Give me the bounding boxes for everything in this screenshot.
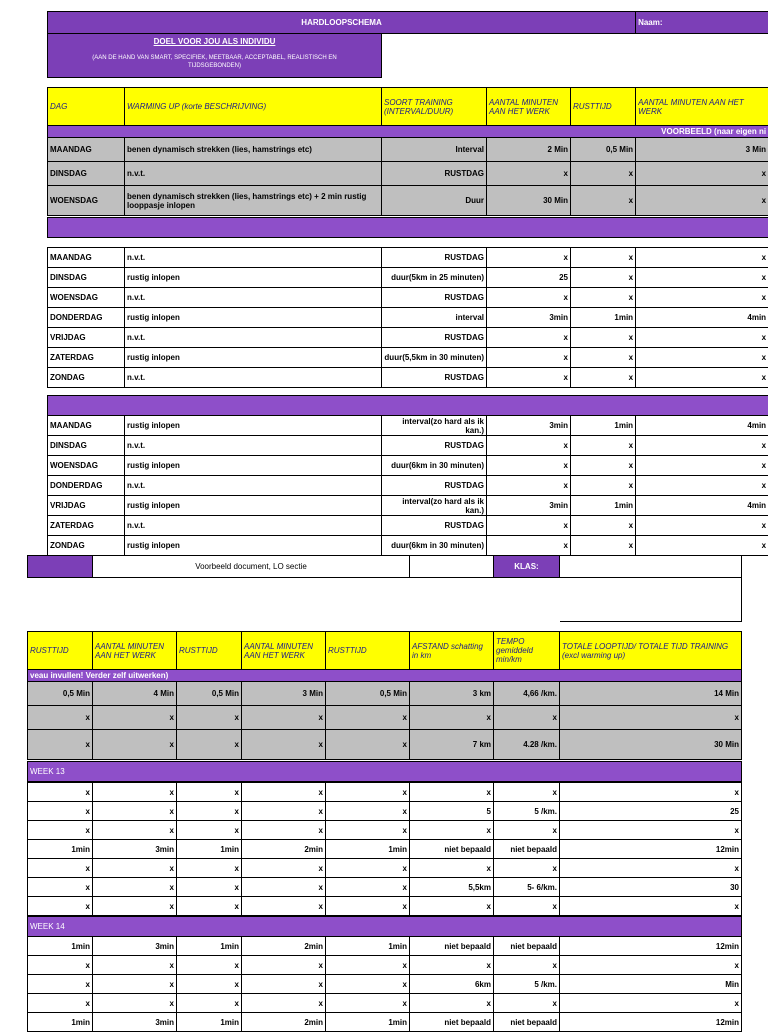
work-minutes-cell[interactable]: x — [93, 730, 177, 760]
work-minutes-cell[interactable]: x — [242, 730, 326, 760]
rest-cell[interactable]: 1min — [177, 1013, 242, 1032]
work-minutes-cell[interactable]: x — [636, 288, 768, 308]
day-cell[interactable]: DINSDAG — [48, 268, 125, 288]
rest-cell[interactable]: x — [28, 730, 93, 760]
work-minutes-cell[interactable]: 3min — [93, 937, 177, 956]
rest-cell[interactable]: 0,5 Min — [28, 682, 93, 706]
table-row — [48, 536, 768, 556]
work-minutes-cell[interactable]: 3min — [487, 308, 571, 328]
warmup-cell[interactable]: benen dynamisch strekken (lies, hamstrings etc) — [125, 138, 382, 162]
rest-cell[interactable]: x — [177, 956, 242, 975]
table-row — [48, 268, 768, 288]
training-type-cell[interactable]: RUSTDAG — [382, 288, 487, 308]
column-header: AANTAL MINUTEN AAN HET WERK — [242, 632, 326, 670]
table-row — [28, 821, 742, 840]
table-row — [28, 1013, 742, 1032]
training-type-cell[interactable]: RUSTDAG — [382, 162, 487, 186]
work-minutes-cell[interactable]: x — [93, 859, 177, 878]
work-minutes-cell[interactable]: x — [487, 162, 571, 186]
work-minutes-cell[interactable]: x — [93, 994, 177, 1013]
work-minutes-cell[interactable]: x — [242, 956, 326, 975]
tempo-cell[interactable]: 4.28 /km. — [494, 730, 560, 760]
rest-cell[interactable]: x — [28, 802, 93, 821]
distance-cell[interactable]: x — [410, 821, 494, 840]
table-row — [28, 730, 742, 760]
rest-cell[interactable]: x — [326, 878, 410, 897]
work-minutes-cell[interactable]: x — [487, 436, 571, 456]
distance-cell[interactable]: x — [410, 859, 494, 878]
work-minutes-cell[interactable]: x — [242, 975, 326, 994]
total-time-cell[interactable]: x — [560, 956, 742, 975]
distance-cell[interactable]: 5,5km — [410, 878, 494, 897]
tempo-cell[interactable]: x — [494, 859, 560, 878]
rest-cell[interactable]: x — [28, 956, 93, 975]
total-time-cell[interactable]: x — [560, 821, 742, 840]
example-label-continued: veau invullen! Verder zelf uitwerken) — [28, 670, 742, 682]
distance-cell[interactable]: x — [410, 706, 494, 730]
work-minutes-cell[interactable]: 2min — [242, 840, 326, 859]
table-row — [28, 859, 742, 878]
work-minutes-cell[interactable]: x — [636, 268, 768, 288]
tempo-cell[interactable]: 4,66 /km. — [494, 682, 560, 706]
warmup-cell[interactable]: rustig inlopen — [125, 416, 382, 436]
rest-cell[interactable]: x — [326, 730, 410, 760]
rest-cell[interactable]: x — [177, 859, 242, 878]
work-minutes-cell[interactable]: x — [242, 859, 326, 878]
rest-cell[interactable]: x — [571, 456, 636, 476]
work-minutes-cell[interactable]: x — [93, 897, 177, 916]
warmup-cell[interactable]: rustig inlopen — [125, 496, 382, 516]
tempo-cell[interactable]: x — [494, 956, 560, 975]
total-time-cell[interactable]: x — [560, 897, 742, 916]
work-minutes-cell[interactable]: x — [487, 516, 571, 536]
training-type-cell[interactable]: duur(6km in 30 minuten) — [382, 536, 487, 556]
rest-cell[interactable]: x — [177, 994, 242, 1013]
rest-cell[interactable]: 1min — [326, 1013, 410, 1032]
table-row — [48, 436, 768, 456]
rest-cell[interactable]: 1min — [571, 496, 636, 516]
work-minutes-cell[interactable]: 4min — [636, 416, 768, 436]
column-header: TEMPO gemiddeld min/km — [494, 632, 560, 670]
column-header: WARMING UP (korte BESCHRIJVING) — [125, 88, 382, 126]
work-minutes-cell[interactable]: x — [636, 456, 768, 476]
tempo-cell[interactable]: niet bepaald — [494, 1013, 560, 1032]
work-minutes-cell[interactable]: 3min — [487, 416, 571, 436]
tempo-cell[interactable]: x — [494, 897, 560, 916]
work-minutes-cell[interactable]: x — [487, 476, 571, 496]
day-cell[interactable]: WOENSDAG — [48, 456, 125, 476]
rest-cell[interactable]: x — [571, 536, 636, 556]
rest-cell[interactable]: x — [326, 897, 410, 916]
distance-cell[interactable]: niet bepaald — [410, 1013, 494, 1032]
rest-cell[interactable]: x — [28, 897, 93, 916]
warmup-cell[interactable]: n.v.t. — [125, 436, 382, 456]
total-time-cell[interactable]: 12min — [560, 840, 742, 859]
rest-cell[interactable]: x — [571, 328, 636, 348]
rest-cell[interactable]: x — [571, 476, 636, 496]
rest-cell[interactable]: x — [326, 706, 410, 730]
total-time-cell[interactable]: 30 — [560, 878, 742, 897]
work-minutes-cell[interactable]: 4min — [636, 308, 768, 328]
warmup-cell[interactable]: n.v.t. — [125, 288, 382, 308]
warmup-cell[interactable]: n.v.t. — [125, 162, 382, 186]
day-cell[interactable]: WOENSDAG — [48, 288, 125, 308]
work-minutes-cell[interactable]: 2min — [242, 937, 326, 956]
table-row — [48, 456, 768, 476]
top-table — [47, 11, 768, 556]
rest-cell[interactable]: x — [326, 821, 410, 840]
goal-cell — [48, 34, 382, 78]
work-minutes-cell[interactable]: x — [636, 476, 768, 496]
day-cell[interactable]: DINSDAG — [48, 436, 125, 456]
distance-cell[interactable]: 3 km — [410, 682, 494, 706]
work-minutes-cell[interactable]: x — [93, 821, 177, 840]
work-minutes-cell[interactable]: x — [242, 897, 326, 916]
rest-cell[interactable]: 1min — [177, 840, 242, 859]
rest-cell[interactable]: x — [571, 162, 636, 186]
rest-cell[interactable]: 1min — [571, 308, 636, 328]
column-header: RUSTTIJD — [571, 88, 636, 126]
work-minutes-cell[interactable]: x — [487, 328, 571, 348]
rest-cell[interactable]: 1min — [571, 416, 636, 436]
example-label: VOORBEELD (naar eigen ni — [48, 126, 768, 138]
work-minutes-cell[interactable]: x — [487, 248, 571, 268]
rest-cell[interactable]: x — [28, 821, 93, 840]
day-cell[interactable]: ZONDAG — [48, 536, 125, 556]
total-time-cell[interactable]: x — [560, 994, 742, 1013]
training-type-cell[interactable]: Interval — [382, 138, 487, 162]
rest-cell[interactable]: x — [571, 516, 636, 536]
total-time-cell[interactable]: 12min — [560, 1013, 742, 1032]
day-cell[interactable]: MAANDAG — [48, 248, 125, 268]
rest-cell[interactable]: 1min — [28, 840, 93, 859]
table-row — [48, 186, 768, 216]
table-row — [48, 308, 768, 328]
work-minutes-cell[interactable]: x — [636, 348, 768, 368]
tempo-cell[interactable]: x — [494, 821, 560, 840]
column-header: DAG — [48, 88, 125, 126]
day-cell[interactable]: DONDERDAG — [48, 308, 125, 328]
work-minutes-cell[interactable]: 2 Min — [487, 138, 571, 162]
rest-cell[interactable]: x — [177, 821, 242, 840]
table-row — [28, 937, 742, 956]
column-header: AANTAL MINUTEN AAN HET WERK — [487, 88, 571, 126]
work-minutes-cell[interactable]: x — [93, 706, 177, 730]
day-cell[interactable]: DONDERDAG — [48, 476, 125, 496]
tempo-cell[interactable]: niet bepaald — [494, 840, 560, 859]
rest-cell[interactable]: x — [177, 802, 242, 821]
doc-title: Voorbeeld document, LO sectie — [93, 556, 410, 578]
work-minutes-cell[interactable]: x — [636, 186, 768, 216]
table-row — [48, 368, 768, 388]
training-type-cell[interactable]: RUSTDAG — [382, 248, 487, 268]
distance-cell[interactable]: niet bepaald — [410, 840, 494, 859]
goal-subtitle: (AAN DE HAND VAN SMART, SPECIFIEK, MEETBAAR, ACCEPTABEL, REALISTISCH EN TIJDSGEBONDEN) — [50, 54, 379, 70]
tempo-cell[interactable]: x — [494, 994, 560, 1013]
table-row — [48, 138, 768, 162]
rest-cell[interactable]: x — [177, 730, 242, 760]
total-time-cell[interactable]: 25 — [560, 802, 742, 821]
training-type-cell[interactable]: RUSTDAG — [382, 476, 487, 496]
rest-cell[interactable]: 1min — [28, 937, 93, 956]
sheet-title: HARDLOOPSCHEMA — [48, 12, 636, 34]
table-row — [28, 878, 742, 897]
rest-cell[interactable]: x — [571, 186, 636, 216]
table-row — [28, 706, 742, 730]
training-type-cell[interactable]: interval(zo hard als ik kan.) — [382, 416, 487, 436]
total-time-cell[interactable]: 30 Min — [560, 730, 742, 760]
warmup-cell[interactable]: benen dynamisch strekken (lies, hamstrings etc) + 2 min rustig looppasje inlopen — [125, 186, 382, 216]
work-minutes-cell[interactable]: 3min — [93, 1013, 177, 1032]
rest-cell[interactable]: x — [571, 368, 636, 388]
work-minutes-cell[interactable]: 30 Min — [487, 186, 571, 216]
rest-cell[interactable]: x — [28, 706, 93, 730]
rest-cell[interactable]: 1min — [326, 937, 410, 956]
tempo-cell[interactable]: 5 /km. — [494, 975, 560, 994]
warmup-cell[interactable]: n.v.t. — [125, 368, 382, 388]
day-cell[interactable]: DINSDAG — [48, 162, 125, 186]
rest-cell[interactable]: x — [28, 878, 93, 897]
work-minutes-cell[interactable]: 3 Min — [242, 682, 326, 706]
distance-cell[interactable]: 7 km — [410, 730, 494, 760]
rest-cell[interactable]: x — [571, 268, 636, 288]
rest-cell[interactable]: x — [326, 956, 410, 975]
tempo-cell[interactable]: x — [494, 706, 560, 730]
work-minutes-cell[interactable]: 4 Min — [93, 682, 177, 706]
rest-cell[interactable]: x — [326, 859, 410, 878]
day-cell[interactable]: WOENSDAG — [48, 186, 125, 216]
work-minutes-cell[interactable]: x — [242, 783, 326, 802]
day-cell[interactable]: MAANDAG — [48, 416, 125, 436]
rest-cell[interactable]: x — [326, 975, 410, 994]
work-minutes-cell[interactable]: x — [242, 994, 326, 1013]
day-cell[interactable]: VRIJDAG — [48, 496, 125, 516]
rest-cell[interactable]: x — [177, 706, 242, 730]
work-minutes-cell[interactable]: x — [93, 802, 177, 821]
total-time-cell[interactable]: x — [560, 783, 742, 802]
warmup-cell[interactable]: rustig inlopen — [125, 536, 382, 556]
work-minutes-cell[interactable]: 4min — [636, 496, 768, 516]
column-header: AANTAL MINUTEN AAN HET WERK — [636, 88, 768, 126]
table-row — [48, 248, 768, 268]
work-minutes-cell[interactable]: x — [636, 536, 768, 556]
rest-cell[interactable]: x — [177, 975, 242, 994]
bottom-sheet — [27, 555, 742, 1032]
top-sheet — [47, 11, 768, 556]
rest-cell[interactable]: x — [571, 288, 636, 308]
warmup-cell[interactable]: n.v.t. — [125, 328, 382, 348]
table-row — [48, 496, 768, 516]
rest-cell[interactable]: x — [28, 975, 93, 994]
rest-cell[interactable]: 1min — [28, 1013, 93, 1032]
day-cell[interactable]: VRIJDAG — [48, 328, 125, 348]
work-minutes-cell[interactable]: x — [636, 248, 768, 268]
day-cell[interactable]: ZATERDAG — [48, 516, 125, 536]
work-minutes-cell[interactable]: x — [242, 802, 326, 821]
total-time-cell[interactable]: Min — [560, 975, 742, 994]
klas-label: KLAS: — [494, 556, 560, 578]
training-type-cell[interactable]: duur(5,5km in 30 minuten) — [382, 348, 487, 368]
training-type-cell[interactable]: RUSTDAG — [382, 516, 487, 536]
table-row — [28, 956, 742, 975]
work-minutes-cell[interactable]: x — [242, 706, 326, 730]
work-minutes-cell[interactable]: x — [242, 821, 326, 840]
work-minutes-cell[interactable]: x — [636, 516, 768, 536]
rest-cell[interactable]: 1min — [177, 937, 242, 956]
day-cell[interactable]: ZONDAG — [48, 368, 125, 388]
work-minutes-cell[interactable]: 2min — [242, 1013, 326, 1032]
distance-cell[interactable]: 6km — [410, 975, 494, 994]
training-type-cell[interactable]: RUSTDAG — [382, 368, 487, 388]
distance-cell[interactable]: niet bepaald — [410, 937, 494, 956]
week-13-label: WEEK 13 — [28, 762, 742, 782]
tempo-cell[interactable]: 5- 6/km. — [494, 878, 560, 897]
work-minutes-cell[interactable]: x — [93, 783, 177, 802]
training-type-cell[interactable]: interval — [382, 308, 487, 328]
rest-cell[interactable]: x — [326, 802, 410, 821]
work-minutes-cell[interactable]: x — [93, 956, 177, 975]
column-header: AANTAL MINUTEN AAN HET WERK — [93, 632, 177, 670]
distance-cell[interactable]: x — [410, 994, 494, 1013]
table-row — [48, 516, 768, 536]
rest-cell[interactable]: x — [177, 897, 242, 916]
work-minutes-cell[interactable]: x — [487, 536, 571, 556]
rest-cell[interactable]: x — [326, 783, 410, 802]
training-type-cell[interactable]: RUSTDAG — [382, 328, 487, 348]
table-row — [28, 783, 742, 802]
name-label: Naam: — [636, 12, 768, 34]
work-minutes-cell[interactable]: x — [487, 348, 571, 368]
day-cell[interactable]: ZATERDAG — [48, 348, 125, 368]
work-minutes-cell[interactable]: 25 — [487, 268, 571, 288]
tempo-cell[interactable]: niet bepaald — [494, 937, 560, 956]
training-type-cell[interactable]: duur(5km in 25 minuten) — [382, 268, 487, 288]
work-minutes-cell[interactable]: x — [636, 436, 768, 456]
training-type-cell[interactable]: duur(6km in 30 minuten) — [382, 456, 487, 476]
warmup-cell[interactable]: rustig inlopen — [125, 308, 382, 328]
work-minutes-cell[interactable]: x — [636, 162, 768, 186]
rest-cell[interactable]: x — [177, 878, 242, 897]
table-row — [28, 975, 742, 994]
rest-cell[interactable]: x — [326, 994, 410, 1013]
distance-cell[interactable]: x — [410, 783, 494, 802]
goal-input-continued[interactable] — [560, 578, 742, 622]
rest-cell[interactable]: x — [571, 248, 636, 268]
table-row — [28, 840, 742, 859]
table-row — [48, 476, 768, 496]
table-row — [28, 897, 742, 916]
column-header: RUSTTIJD — [326, 632, 410, 670]
klas-input[interactable] — [560, 556, 742, 578]
training-type-cell[interactable]: RUSTDAG — [382, 436, 487, 456]
distance-cell[interactable]: x — [410, 897, 494, 916]
week-14-bar — [48, 396, 768, 416]
column-header: TOTALE LOOPTIJD/ TOTALE TIJD TRAINING (excl warming up) — [560, 632, 742, 670]
work-minutes-cell[interactable]: x — [93, 975, 177, 994]
warmup-cell[interactable]: n.v.t. — [125, 516, 382, 536]
work-minutes-cell[interactable]: x — [242, 878, 326, 897]
distance-cell[interactable]: x — [410, 956, 494, 975]
column-header: RUSTTIJD — [177, 632, 242, 670]
week-13-bar — [48, 218, 768, 238]
total-time-cell[interactable]: x — [560, 706, 742, 730]
work-minutes-cell[interactable]: 3min — [93, 840, 177, 859]
warmup-cell[interactable]: rustig inlopen — [125, 268, 382, 288]
total-time-cell[interactable]: 12min — [560, 937, 742, 956]
week-14-label: WEEK 14 — [28, 917, 742, 937]
warmup-cell[interactable]: n.v.t. — [125, 248, 382, 268]
rest-cell[interactable]: x — [571, 436, 636, 456]
work-minutes-cell[interactable]: x — [636, 368, 768, 388]
day-cell[interactable]: MAANDAG — [48, 138, 125, 162]
rest-cell[interactable]: x — [177, 783, 242, 802]
goal-input[interactable] — [382, 34, 768, 78]
column-header: SOORT TRAINING (INTERVAL/DUUR) — [382, 88, 487, 126]
tempo-cell[interactable]: 5 /km. — [494, 802, 560, 821]
rest-cell[interactable]: x — [28, 783, 93, 802]
rest-cell[interactable]: x — [28, 859, 93, 878]
table-row — [48, 328, 768, 348]
rest-cell[interactable]: x — [28, 994, 93, 1013]
total-time-cell[interactable]: 14 Min — [560, 682, 742, 706]
total-time-cell[interactable]: x — [560, 859, 742, 878]
rest-cell[interactable]: 1min — [326, 840, 410, 859]
work-minutes-cell[interactable]: x — [487, 456, 571, 476]
column-header: AFSTAND schatting in km — [410, 632, 494, 670]
table-row — [28, 682, 742, 706]
table-row — [48, 288, 768, 308]
rest-cell[interactable]: x — [571, 348, 636, 368]
training-type-cell[interactable]: Duur — [382, 186, 487, 216]
table-row — [48, 348, 768, 368]
table-row — [48, 162, 768, 186]
work-minutes-cell[interactable]: x — [487, 368, 571, 388]
table-row — [48, 416, 768, 436]
column-header: RUSTTIJD — [28, 632, 93, 670]
rest-cell[interactable]: 0,5 Min — [571, 138, 636, 162]
work-minutes-cell[interactable]: x — [636, 328, 768, 348]
bottom-title-left — [28, 556, 93, 578]
work-minutes-cell[interactable]: x — [487, 288, 571, 308]
warmup-cell[interactable]: n.v.t. — [125, 476, 382, 496]
work-minutes-cell[interactable]: 3 Min — [636, 138, 768, 162]
work-minutes-cell[interactable]: 3min — [487, 496, 571, 516]
rest-cell[interactable]: 0,5 Min — [177, 682, 242, 706]
warmup-cell[interactable]: rustig inlopen — [125, 348, 382, 368]
table-row — [28, 994, 742, 1013]
bottom-table — [27, 555, 742, 1032]
goal-title: DOEL VOOR JOU ALS INDIVIDU — [50, 37, 379, 46]
warmup-cell[interactable]: rustig inlopen — [125, 456, 382, 476]
distance-cell[interactable]: 5 — [410, 802, 494, 821]
rest-cell[interactable]: 0,5 Min — [326, 682, 410, 706]
training-type-cell[interactable]: interval(zo hard als ik kan.) — [382, 496, 487, 516]
table-row — [28, 802, 742, 821]
tempo-cell[interactable]: x — [494, 783, 560, 802]
work-minutes-cell[interactable]: x — [93, 878, 177, 897]
